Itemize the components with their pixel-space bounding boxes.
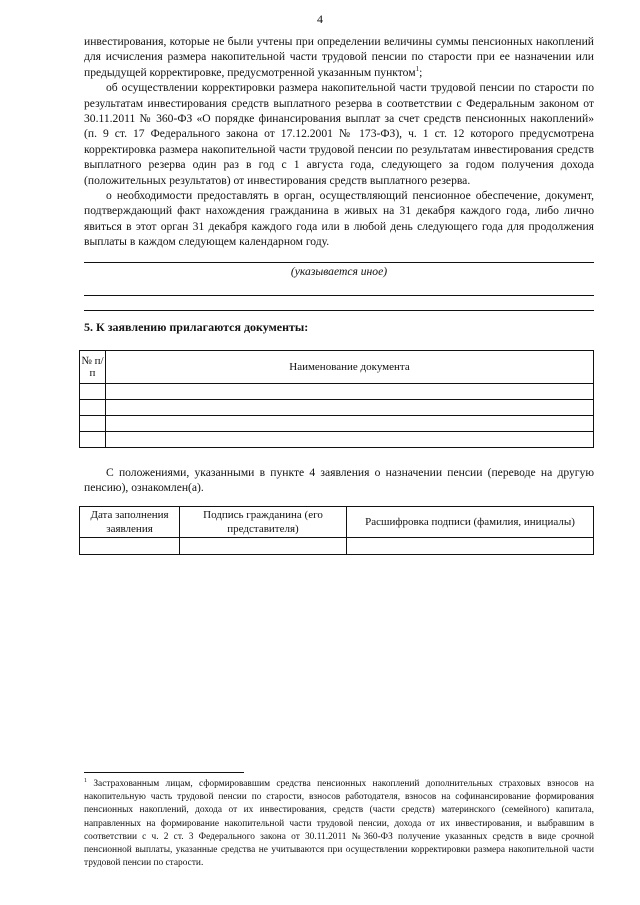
main-text bbox=[84, 34, 594, 250]
section-5-title: 5. К заявлению прилагаются документы: bbox=[84, 320, 309, 334]
signature-cell[interactable] bbox=[180, 538, 347, 555]
column-date-header: Дата заполнения заявления bbox=[80, 507, 180, 538]
footnote bbox=[84, 778, 594, 870]
column-decode-header: Расшифровка подписи (фамилия, инициалы) bbox=[347, 507, 594, 538]
other-caption: (указывается иное) bbox=[290, 265, 388, 278]
blank-line[interactable] bbox=[84, 296, 594, 311]
table-row bbox=[80, 416, 594, 432]
column-signature-header: Подпись гражданина (его представителя) bbox=[180, 507, 347, 538]
row-number-cell[interactable] bbox=[80, 432, 106, 448]
date-cell[interactable] bbox=[80, 538, 180, 555]
decode-cell[interactable] bbox=[347, 538, 594, 555]
paragraph-proof-of-life: о необходимости предоставлять в орган, осуществляющий пенсионное обеспечение, документ, подтверждающий факт нахождения гражданина в живых на 31 декабря каждого года, либо лично явиться в этот орган 31 декабря каждого года или в любой день следующего года для продолжения выплаты в каждом следующем календарном году. bbox=[84, 189, 594, 249]
table-row bbox=[80, 538, 594, 555]
table-row bbox=[80, 432, 594, 448]
document-name-cell[interactable] bbox=[106, 416, 594, 432]
footnote-text: Застрахованным лицам, сформировавшим средства пенсионных накоплений дополнительных страховых взносов на накопительную часть трудовой пенсии по старости, взносов работодателя, взносов на софинансирование формирования пенсионных накоплений, дохода от их инвестирования, средств (части средств) материнского (семейного) капитала, направленных на формирование накопительной части трудовой пенсии, дохода от их инвестирования, и выбравшим в соответствии с ч. 2 ст. 3 Федерального закона от 30.11.2011 №360-ФЗ получение указанных средств в виде срочной пенсионной выплаты, указанные средства не учитываются при осуществлении корректировки размера накопительной части трудовой пенсии по старости. bbox=[84, 779, 594, 869]
row-number-cell[interactable] bbox=[80, 400, 106, 416]
document-name-cell[interactable] bbox=[106, 432, 594, 448]
column-number-header: № п/п bbox=[80, 351, 106, 384]
paragraph-investment bbox=[84, 34, 594, 80]
other-fill-area bbox=[84, 252, 594, 311]
table-row bbox=[80, 384, 594, 400]
column-document-name-header: Наименование документа bbox=[106, 351, 594, 384]
paragraph-adjustment: об осуществлении корректировки размера накопительной части трудовой пенсии по старости по результатам инвестирования средств выплатного резерва в соответствии с Федеральным законом от 30.11.2011 № 360-ФЗ «О порядке финансирования выплат за счет средств пенсионных накоплений» (п. 9 ст. 17 Федерального закона от 17.12.2001 № 173-ФЗ), ч. 1 ст. 12 которого предусмотрена корректировка размера накопительной части трудовой пенсии по результатам инвестирования средств выплатного резерва один раз в год с 1 августа года, следующего за годом получения дохода (положительных результатов) от инвестирования средств выплатного резерва. bbox=[84, 81, 594, 187]
signature-table-header bbox=[80, 507, 594, 538]
footnote-mark: 1 bbox=[84, 777, 87, 784]
blank-line[interactable] bbox=[84, 252, 594, 263]
acknowledgement-text: С положениями, указанными в пункте 4 заявления о назначении пенсии (переводе на другую пенсию), ознакомлен(а). bbox=[84, 466, 594, 495]
blank-line[interactable] bbox=[84, 279, 594, 296]
footnote-reference: 1 bbox=[415, 64, 420, 73]
paragraph-investment-end: ; bbox=[419, 65, 423, 79]
document-name-cell[interactable] bbox=[106, 384, 594, 400]
row-number-cell[interactable] bbox=[80, 384, 106, 400]
footnote-separator bbox=[84, 772, 244, 773]
document-name-cell[interactable] bbox=[106, 400, 594, 416]
documents-table bbox=[79, 350, 594, 448]
row-number-cell[interactable] bbox=[80, 416, 106, 432]
signature-table bbox=[79, 506, 594, 555]
paragraph-investment-text: инвестирования, которые не были учтены при определении величины суммы пенсионных накоплений для исчисления размера накопительной части трудовой пенсии по старости при ее назначении или предыдущей корректировке, предусмотренной указанным пунктом bbox=[84, 35, 594, 79]
page-number: 4 bbox=[317, 12, 323, 26]
table-row bbox=[80, 400, 594, 416]
documents-table-header bbox=[80, 351, 594, 384]
